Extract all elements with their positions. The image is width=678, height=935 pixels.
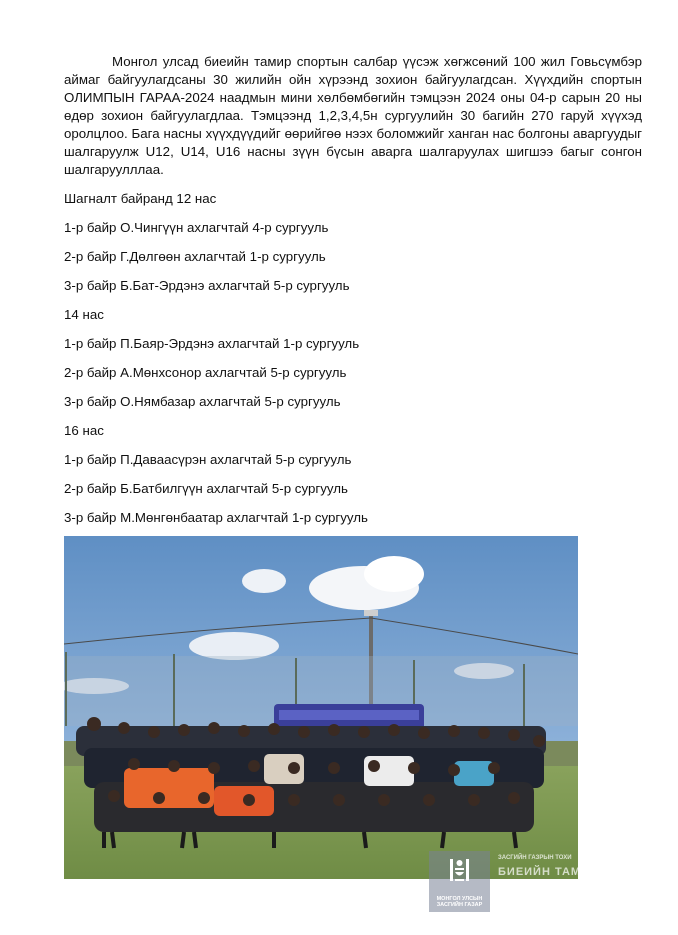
- age-heading-14: 14 нас: [64, 307, 104, 322]
- award-line: 1-р байр О.Чингүүн ахлагчтай 4-р сургууль: [64, 220, 329, 235]
- watermark-overlay-large: БИЕИЙН ТАМ: [498, 866, 582, 878]
- watermark-overlay-small: ЗАСГИЙН ГАЗРЫН ТОХИ: [498, 855, 572, 861]
- government-emblem-watermark: [429, 851, 490, 912]
- award-line: 1-р байр П.Даваасүрэн ахлагчтай 5-р сургууль: [64, 452, 352, 467]
- group-photo-illustration: [64, 536, 578, 879]
- award-line: 3-р байр О.Нямбазар ахлагчтай 5-р сургууль: [64, 394, 341, 409]
- award-line: 3-р байр М.Мөнгөнбаатар ахлагчтай 1-р сургууль: [64, 510, 368, 525]
- award-line: 3-р байр Б.Бат-Эрдэнэ ахлагчтай 5-р сургууль: [64, 278, 350, 293]
- emblem-line-2: ЗАСГИЙН ГАЗАР: [436, 902, 483, 908]
- award-line: 1-р байр П.Баяр-Эрдэнэ ахлагчтай 1-р сургууль: [64, 336, 360, 351]
- soyombo-icon: [449, 857, 470, 883]
- emblem-caption: [437, 896, 483, 908]
- intro-paragraph: [64, 53, 642, 179]
- award-line: 2-р байр Б.Батбилгүүн ахлагчтай 5-р сургууль: [64, 481, 348, 496]
- awards-heading-12: Шагналт байранд 12 нас: [64, 191, 217, 206]
- award-line: 2-р байр Г.Дөлгөөн ахлагчтай 1-р сургууль: [64, 249, 326, 264]
- intro-text: Монгол улсад биеийн тамир спортын салбар үүсэж хөгжсөний 100 жил Говьсүмбэр аймаг байгуулагдсаны 30 жилийн ойн хүрээнд зохион байгуулагдсан. Хүүхдийн спортын ОЛИМПЫН ГАРАА-2024 наадмын мини хөлбөмбөгийн тэмцээн 2024 оны 04-р сарын 20 ны өдөр зохион байгуулагдлаа. Тэмцээнд 1,2,3,4,5н сургуулийн 30 багийн 270 гаруй хүүхэд оролцлоо. Бага насны хүүхдүүдийг өөрийгөө нээх боломжийг ханган нас болгоны аваргуудыг шалгаруулж U12, U14, U16 насны зүүн бүсын аварга шалгаруулах шигшээ багыг сонгон шалгаруулллаа.: [64, 54, 642, 177]
- age-heading-16: 16 нас: [64, 423, 104, 438]
- award-line: 2-р байр А.Мөнхсонор ахлагчтай 5-р сургууль: [64, 365, 347, 380]
- team-group-photo: [64, 536, 578, 879]
- emblem-line-1: МОНГОЛ УЛСЫН: [436, 896, 483, 902]
